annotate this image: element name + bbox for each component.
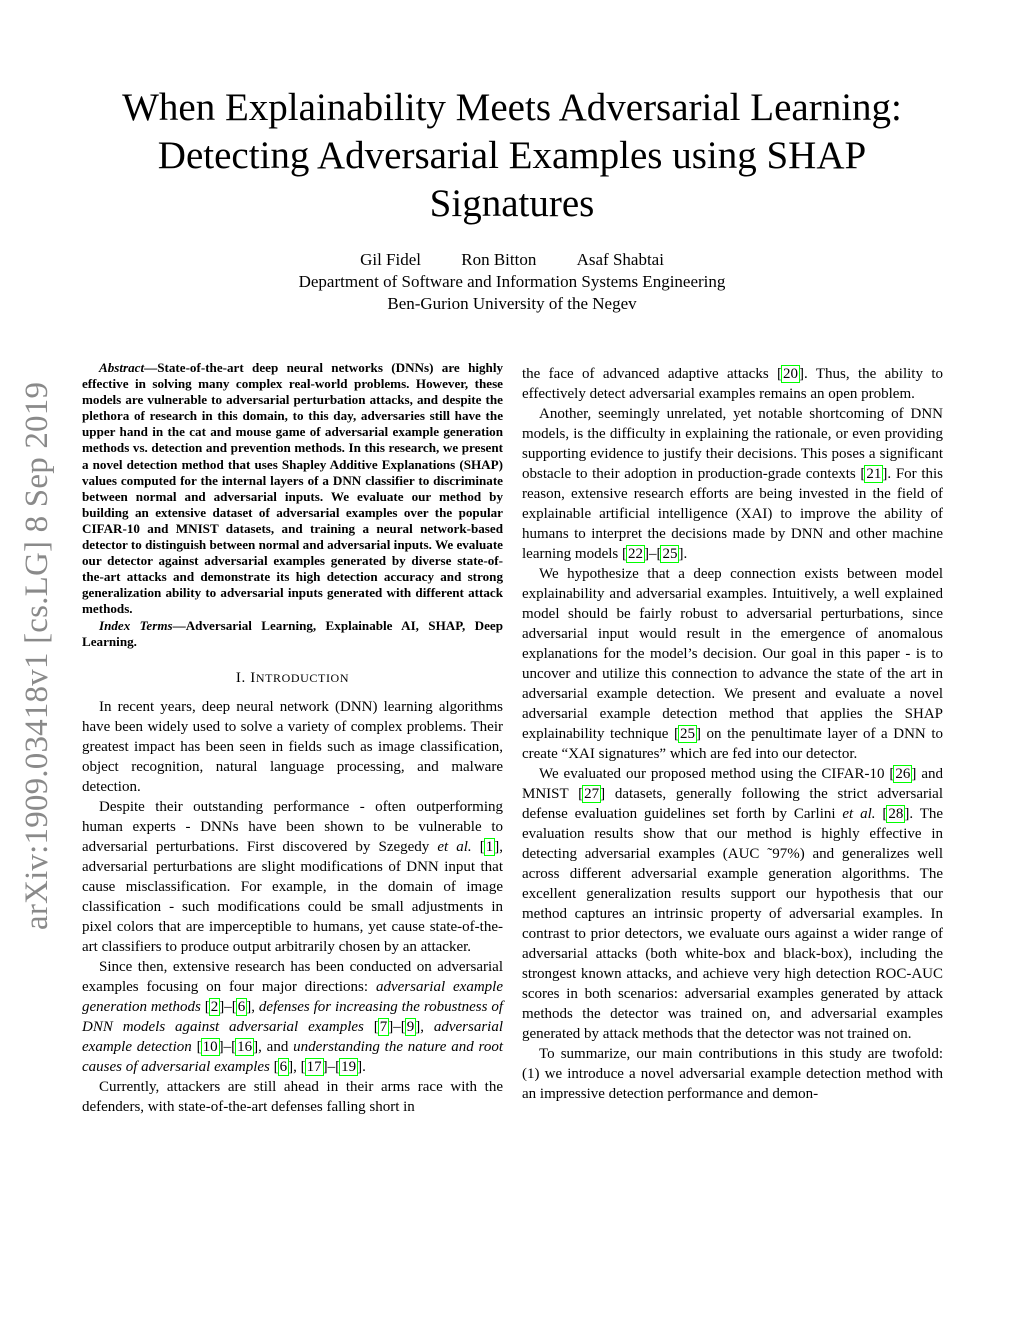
citation-link[interactable]: 22	[627, 546, 643, 562]
citation-link[interactable]: 25	[662, 546, 678, 562]
intro-paragraph-9: To summarize, our main contributions in this study are twofold: (1) we introduce a novel adversarial example detection method with an impressive detection performance and demon-	[522, 1046, 943, 1102]
intro-paragraph-3: Since then, extensive research has been conducted on adversarial examples focusing on four major directions: adversarial example generation methods [2]–[6], defenses for increasing the robustness of DNN models against adversarial examples [7]–[9], adversarial example detection [10]–[16], and understanding the nature and root causes of adversarial examples [6], [17]–[19].	[82, 958, 504, 1075]
citation-link[interactable]: 7	[379, 1018, 388, 1035]
abstract-label: Abstract	[99, 360, 145, 375]
author-name: Ron Bitton	[461, 250, 537, 269]
citation-link[interactable]: 20	[783, 366, 799, 382]
citation-link[interactable]: 19	[341, 1058, 357, 1075]
citation-link[interactable]: 1	[485, 838, 494, 855]
intro-paragraph-8: We evaluated our proposed method using the CIFAR-10 [26] and MNIST [27] datasets, generally following the strict adversarial defense evaluation guidelines set forth by Carlini et al. [28]. The evaluation results show that our method is highly effective in detecting adversarial examples (AUC ˜97%) and generalizes well across different adversarial example generation algorithms. The excellent generalization results support our hypothesis that our method captures an intrinsic property of adversarial examples. In contrast to prior detectors, we evaluate ours against a wider range of adversarial attacks (both white-box and black-box), including the strongest known attacks, and achieve very high detection ROC-AUC scores in both scenarios: adversarial examples generated by attack methods the detector was trained on, and adversarial examples generated by attack methods that the detector was not trained on.	[522, 766, 944, 1042]
title-line-2: Detecting Adversarial Examples using SHAP	[157, 134, 867, 177]
citation-link[interactable]: 17	[306, 1058, 322, 1075]
title-line-1: When Explainability Meets Adversarial Learning:	[122, 86, 902, 129]
citation-link[interactable]: 2	[210, 998, 219, 1015]
citation-link[interactable]: 6	[279, 1058, 288, 1075]
paper-title	[80, 84, 944, 228]
index-terms-label: Index Terms	[99, 617, 173, 633]
left-column	[82, 360, 503, 1117]
citation-link[interactable]: 27	[584, 786, 600, 802]
abstract-text: —State-of-the-art deep neural networks (DNNs) are highly effective in solving many complex real-world problems. However, these models are vulnerable to adversarial perturbation attacks, and despite the plethora of research in this domain, to this day, adversaries still have the upper hand in the cat and mouse game of adversarial example generation methods vs. detection and prevention methods. In this research, we present a novel detection method that uses Shapley Additive Explanations (SHAP) values computed for the internal layers of a DNN classifier to discriminate between normal and adversarial inputs. We evaluate our method by building an extensive dataset of adversarial examples over the popular CIFAR-10 and MNIST datasets, and training a neural network-based detector to distinguish between normal and adversarial inputs. We evaluate our detector against adversarial examples generated by diverse state-of-the-art attacks and demonstrate its high detection accuracy and strong generalization ability to adversarial inputs generated with different attack methods.	[82, 360, 503, 617]
abstract	[82, 360, 503, 618]
author-name: Asaf Shabtai	[576, 250, 664, 269]
intro-paragraph-4: Currently, attackers are still ahead in their arms race with the defenders, with state-of-the-art defenses falling short in	[82, 1078, 503, 1115]
citation-link[interactable]: 25	[679, 726, 695, 742]
intro-paragraph-5: the face of advanced adaptive attacks [20]. Thus, the ability to effectively detect adversarial examples remains an open problem.	[522, 366, 943, 402]
intro-paragraph-1: In recent years, deep neural network (DNN) learning algorithms have been widely used to solve a variety of complex problems. Their greatest impact has been seen in fields such as image classification, object recognition, natural language processing, and malware detection.	[82, 698, 503, 795]
citation-link[interactable]: 6	[237, 998, 246, 1015]
citation-link[interactable]: 21	[866, 466, 882, 482]
intro-paragraph-6: Another, seemingly unrelated, yet notable shortcoming of DNN models, is the difficulty in explaining the rationale, or even providing supporting evidence to justify their decisions. This poses a significant obstacle to their adoption in production-grade contexts [21]. For this reason, extensive research efforts are being invested in the field of explainable artificial intelligence (XAI) to improve the ability of humans to interpret the decisions made by DNN and other machine learning models [22]–[25].	[522, 406, 943, 562]
citation-link[interactable]: 28	[888, 806, 904, 822]
affiliation-department: Department of Software and Information Systems Engineering	[298, 272, 726, 291]
citation-link[interactable]: 10	[202, 1038, 218, 1055]
citation-link[interactable]: 16	[237, 1038, 253, 1055]
author-list	[0, 249, 1024, 271]
section-heading-introduction: I. INTRODUCTION	[235, 669, 350, 686]
index-terms-text: —Adversarial Learning, Explainable AI, SHAP, Deep Learning.	[82, 617, 503, 649]
right-column	[522, 364, 943, 1104]
index-terms	[82, 618, 503, 650]
citation-link[interactable]: 9	[406, 1018, 415, 1035]
affiliation-university: Ben-Gurion University of the Negev	[387, 294, 637, 313]
intro-paragraph-7: We hypothesize that a deep connection exists between model explainability and adversarial examples. Intuitively, a well explained model should be fairly robust to adversarial perturbations, since adversarial input would result in the emergence of anomalous explanations for the model’s decision. Our goal in this paper - is to uncover and utilize this connection to advance the state of the art in adversarial example detection. We present and evaluate a novel adversarial example detection method that applies the SHAP explainability technique [25] on the penultimate layer of a DNN to create “XAI signatures” which are fed into our detector.	[522, 566, 943, 762]
author-name: Gil Fidel	[360, 250, 421, 269]
citation-link[interactable]: 26	[895, 766, 911, 782]
arxiv-stamp: arXiv:1909.03418v1 [cs.LG] 8 Sep 2019	[19, 381, 55, 930]
title-line-3: Signatures	[429, 182, 595, 225]
intro-paragraph-2: Despite their outstanding performance - often outperforming human experts - DNNs have been shown to be vulnerable to adversarial perturbations. First discovered by Szegedy et al. [1], adversarial perturbations are slight modifications of DNN input that cause misclassification. For example, in the domain of image classification - such modifications could be small adjustments in pixel colors that are imperceptible to humans, yet cause state-of-the-art classifiers to produce output arbitrarily chosen by an attacker.	[82, 798, 503, 955]
